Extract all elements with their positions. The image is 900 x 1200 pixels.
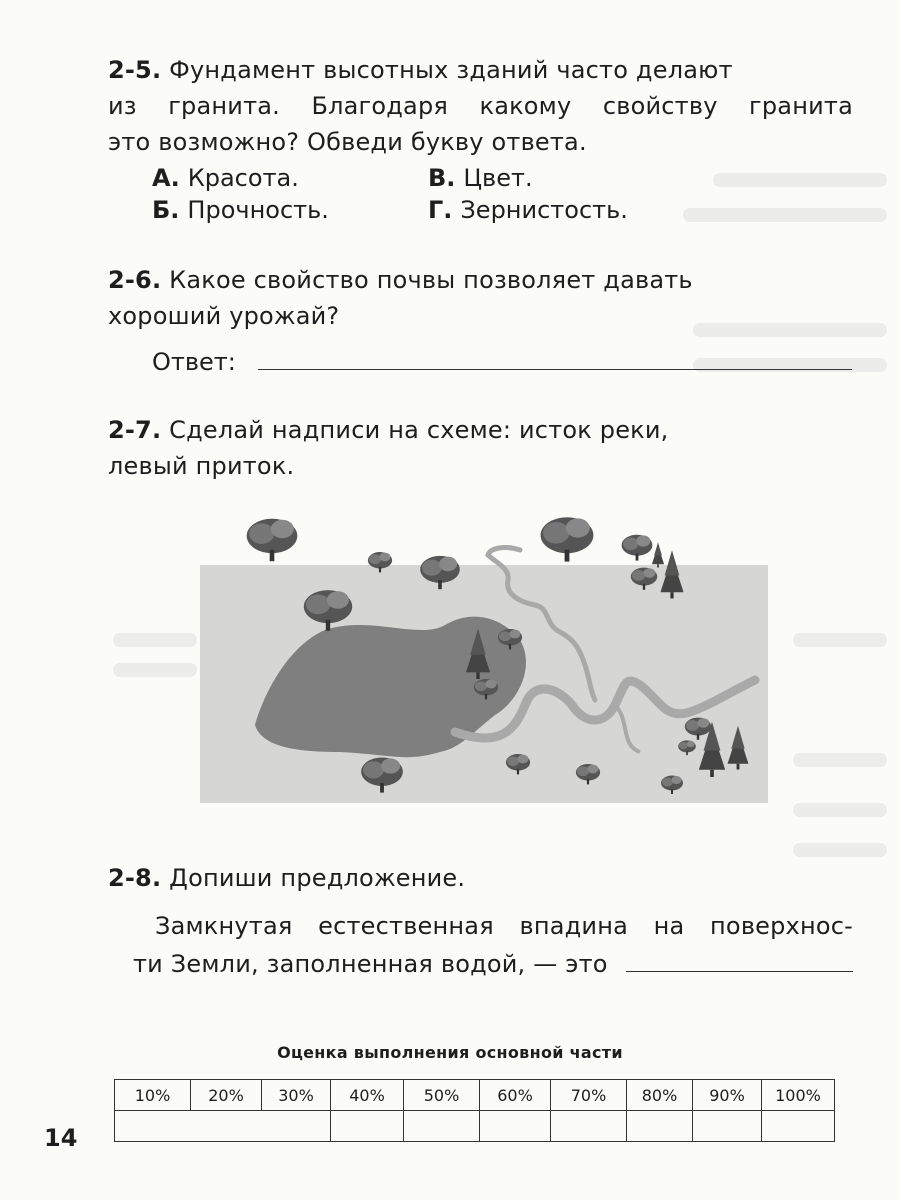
- task-2-6-number: 2-6.: [108, 266, 162, 294]
- score-header-40: 40%: [331, 1080, 404, 1111]
- score-cell[interactable]: [627, 1111, 693, 1142]
- task-2-6-line2: хороший урожай?: [108, 302, 340, 330]
- task-2-7-line2: левый приток.: [108, 452, 295, 480]
- score-header-20: 20%: [191, 1080, 262, 1111]
- score-header-10: 10%: [115, 1080, 191, 1111]
- score-header-row: [115, 1080, 835, 1111]
- score-header-60: 60%: [480, 1080, 551, 1111]
- score-header-70: 70%: [551, 1080, 627, 1111]
- score-cell[interactable]: [693, 1111, 762, 1142]
- task-2-8: [108, 860, 853, 896]
- score-header-90: 90%: [693, 1080, 762, 1111]
- score-table: [114, 1079, 835, 1142]
- task-2-8-line3-row: [133, 946, 853, 982]
- score-header-100: 100%: [762, 1080, 835, 1111]
- task-2-8-line1: 2-8. Допиши предложение.: [108, 860, 853, 896]
- option-a[interactable]: А. Красота.: [152, 164, 299, 192]
- score-cell[interactable]: [191, 1111, 331, 1142]
- task-2-7-line1: 2-7. Сделай надписи на схеме: исток реки,: [108, 412, 853, 448]
- score-table-title: Оценка выполнения основной части: [277, 1043, 623, 1062]
- option-v[interactable]: В. Цвет.: [428, 164, 533, 192]
- task-2-5-line3: это возможно? Обведи букву ответа.: [108, 128, 587, 156]
- answer-line-2-8[interactable]: [626, 949, 853, 972]
- task-2-5-line2: из гранита. Благодаря какому свойству гранита: [108, 92, 853, 120]
- task-2-8-body: [155, 908, 853, 944]
- score-cell[interactable]: [762, 1111, 835, 1142]
- task-2-6-line1: 2-6. Какое свойство почвы позволяет давать: [108, 262, 853, 298]
- task-2-8-line3: ти Земли, заполненная водой, — это: [133, 950, 608, 978]
- task-2-5-line1: 2-5. Фундамент высотных зданий часто делают: [108, 52, 853, 88]
- score-cell[interactable]: [404, 1111, 480, 1142]
- score-mark-row: [115, 1111, 835, 1142]
- page-number: 14: [44, 1124, 78, 1152]
- task-2-8-number: 2-8.: [108, 864, 162, 892]
- option-g[interactable]: Г. Зернистость.: [428, 196, 628, 224]
- score-cell[interactable]: [331, 1111, 404, 1142]
- score-cell[interactable]: [480, 1111, 551, 1142]
- score-header-80: 80%: [627, 1080, 693, 1111]
- score-header-50: 50%: [404, 1080, 480, 1111]
- option-b[interactable]: Б. Прочность.: [152, 196, 329, 224]
- answer-label: Ответ:: [152, 348, 236, 376]
- score-cell[interactable]: [115, 1111, 191, 1142]
- task-2-8-line2: Замкнутая естественная впадина на поверхнос-: [155, 912, 853, 940]
- score-cell[interactable]: [551, 1111, 627, 1142]
- score-header-30: 30%: [262, 1080, 331, 1111]
- task-2-7-number: 2-7.: [108, 416, 162, 444]
- task-2-5-number: 2-5.: [108, 56, 162, 84]
